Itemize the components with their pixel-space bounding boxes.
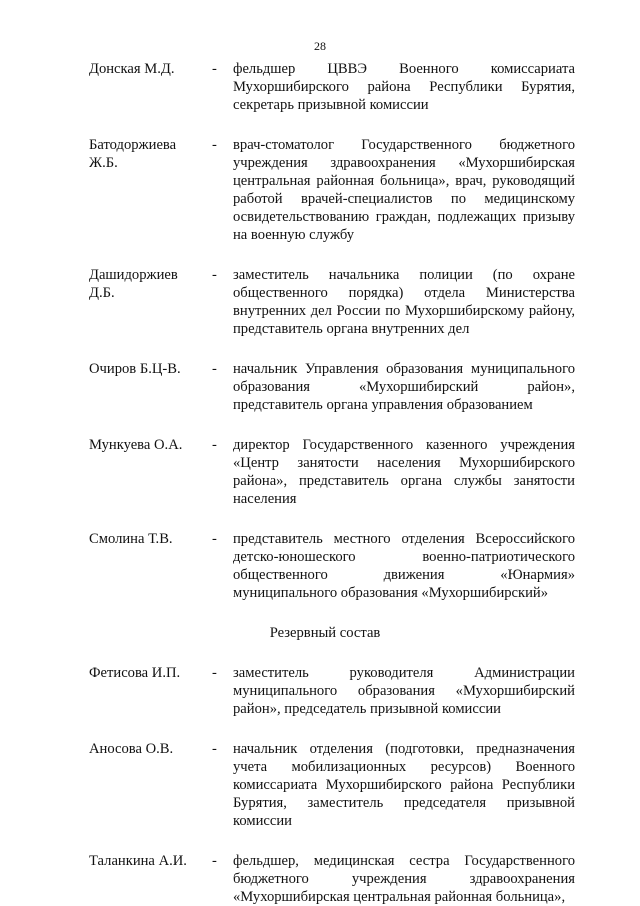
page-number: 28 (314, 39, 326, 53)
member-role: фельдшер ЦВВЭ Военного комиссариата Мухоршибирского района Республики Бурятия, секретарь призывной комиссии (233, 61, 575, 113)
dash-separator: - (212, 267, 217, 283)
dash-separator: - (212, 437, 217, 453)
dash-separator: - (212, 361, 217, 377)
member-name: Дашидоржиев Д.Б. (89, 267, 178, 301)
member-name: Фетисова И.П. (89, 665, 181, 681)
member-entry (0, 436, 640, 508)
dash-separator: - (212, 665, 217, 681)
member-entry (0, 530, 640, 602)
dash-separator: - (212, 137, 217, 153)
dash-separator: - (212, 531, 217, 547)
member-role: заместитель начальника полиции (по охране общественного порядка) отдела Министерства внутренних дел России по Мухоршибирскому району, представитель органа внутренних дел (233, 267, 575, 337)
member-role: фельдшер, медицинская сестра Государственного бюджетного учреждения здравоохранения «Мухоршибирская центральная районная больница», (233, 853, 575, 905)
member-name: Таланкина А.И. (89, 853, 187, 869)
member-name: Мункуева О.А. (89, 437, 183, 453)
reserve-member-entry (0, 740, 640, 830)
member-role: заместитель руководителя Администрации муниципального образования «Мухоршибирский район», председатель призывной комиссии (233, 665, 575, 717)
reserve-member-entry (0, 664, 640, 718)
dash-separator: - (212, 61, 217, 77)
member-entry (0, 60, 640, 114)
commission-list (0, 60, 640, 906)
member-entry (0, 266, 640, 338)
member-role: начальник Управления образования муниципального образования «Мухоршибирский район», представитель органа управления образованием (233, 361, 575, 413)
member-role: начальник отделения (подготовки, предназначения учета мобилизационных ресурсов) Военного комиссариата Мухоршибирского района Республики Бурятия, заместитель председателя призывной комиссии (233, 741, 575, 829)
member-name: Аносова О.В. (89, 741, 174, 757)
member-name: Батодоржиева Ж.Б. (89, 137, 177, 171)
member-entry (0, 136, 640, 244)
member-name: Донская М.Д. (89, 61, 175, 77)
member-entry (0, 360, 640, 414)
dash-separator: - (212, 741, 217, 757)
member-role: директор Государственного казенного учреждения «Центр занятости населения Мухоршибирского района», представитель органа службы занятости населения (233, 437, 575, 507)
member-name: Смолина Т.В. (89, 531, 173, 547)
member-role: представитель местного отделения Всероссийского детско-юношеского военно-патриотического общественного движения «Юнармия» муниципального образования «Мухоршибирский» (233, 531, 575, 601)
reserve-heading: Резервный состав (269, 625, 381, 641)
member-name: Очиров Б.Ц-В. (89, 361, 181, 377)
member-role: врач-стоматолог Государственного бюджетного учреждения здравоохранения «Мухоршибирская центральная районная больница», врач, руководящий работой врачей-специалистов по медицинскому освидетельствованию граждан, подлежащих призыву на военную службу (233, 137, 575, 243)
dash-separator: - (212, 853, 217, 869)
reserve-member-entry (0, 852, 640, 906)
